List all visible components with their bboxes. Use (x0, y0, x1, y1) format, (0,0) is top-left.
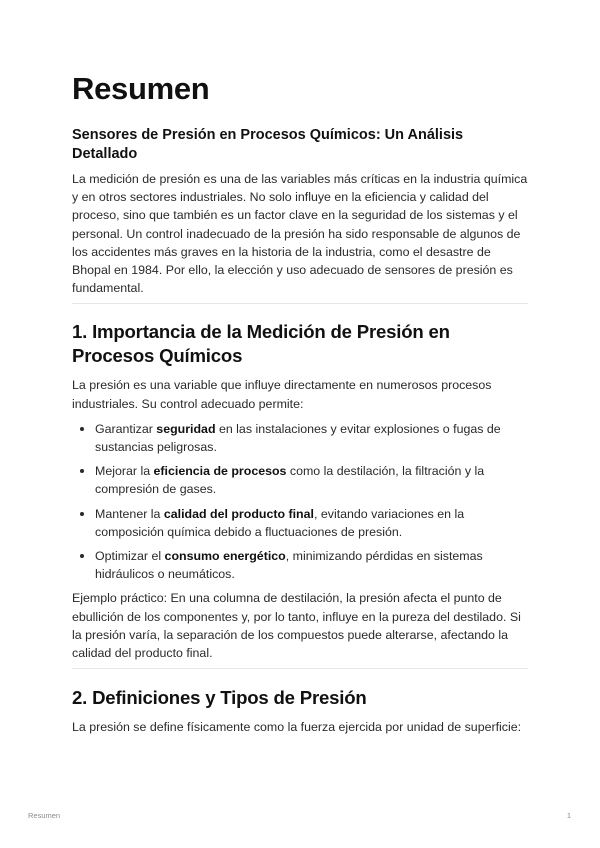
section-1-lead: La presión es una variable que influye directamente en numerosos procesos industriales. Su control adecuado permite: (72, 378, 492, 411)
intro-heading: Sensores de Presión en Procesos Químicos: Un Análisis Detallado (72, 127, 464, 162)
document-title: Resumen (72, 71, 210, 106)
section-2-heading: 2. Definiciones y Tipos de Presión (72, 687, 367, 709)
bullet-item: Mejorar la eficiencia de procesos como la destilación, la filtración y la compresión de gases. (72, 462, 528, 498)
bullet-item: Mantener la calidad del producto final, evitando variaciones en la composición química debido a fluctuaciones de presión. (72, 505, 528, 541)
divider (72, 668, 528, 669)
bullet-dot-icon (80, 512, 84, 516)
bullet-item: Optimizar el consumo energético, minimizando pérdidas en sistemas hidráulicos o neumáticos. (72, 547, 528, 583)
footer-document-name: Resumen (28, 811, 61, 820)
document-page (72, 66, 528, 736)
intro-paragraph: La medición de presión es una de las variables más críticas en la industria química y en otros sectores industriales. No solo influye en la eficiencia y calidad del proceso, sino que también es un factor clave en la seguridad de los sistemas y el personal. Un control inadecuado de la presión ha sido responsable de algunos de los accidentes más graves en la historia de la industria, como el desastre de Bhopal en 1984. Por ello, la elección y uso adecuado de sensores de presión es fundamental. (72, 172, 528, 296)
section-1-bullet-list (72, 420, 528, 584)
bullet-dot-icon (80, 554, 84, 558)
divider (72, 303, 528, 304)
footer-page-number: 1 (566, 811, 571, 820)
bullet-item: Garantizar seguridad en las instalaciones y evitar explosiones o fugas de sustancias peligrosas. (72, 420, 528, 456)
section-1-example: Ejemplo práctico: En una columna de destilación, la presión afecta el punto de ebullición de los componentes y, por lo tanto, influye en la pureza del destilado. Si la presión varía, la separación de los compuestos puede alterarse, afectando la calidad del producto final. (72, 591, 521, 661)
bullet-dot-icon (80, 469, 84, 473)
section-2-lead: La presión se define físicamente como la fuerza ejercida por unidad de superficie: (72, 720, 522, 735)
bullet-dot-icon (80, 427, 84, 431)
section-1-heading: 1. Importancia de la Medición de Presión en Procesos Químicos (72, 321, 450, 367)
